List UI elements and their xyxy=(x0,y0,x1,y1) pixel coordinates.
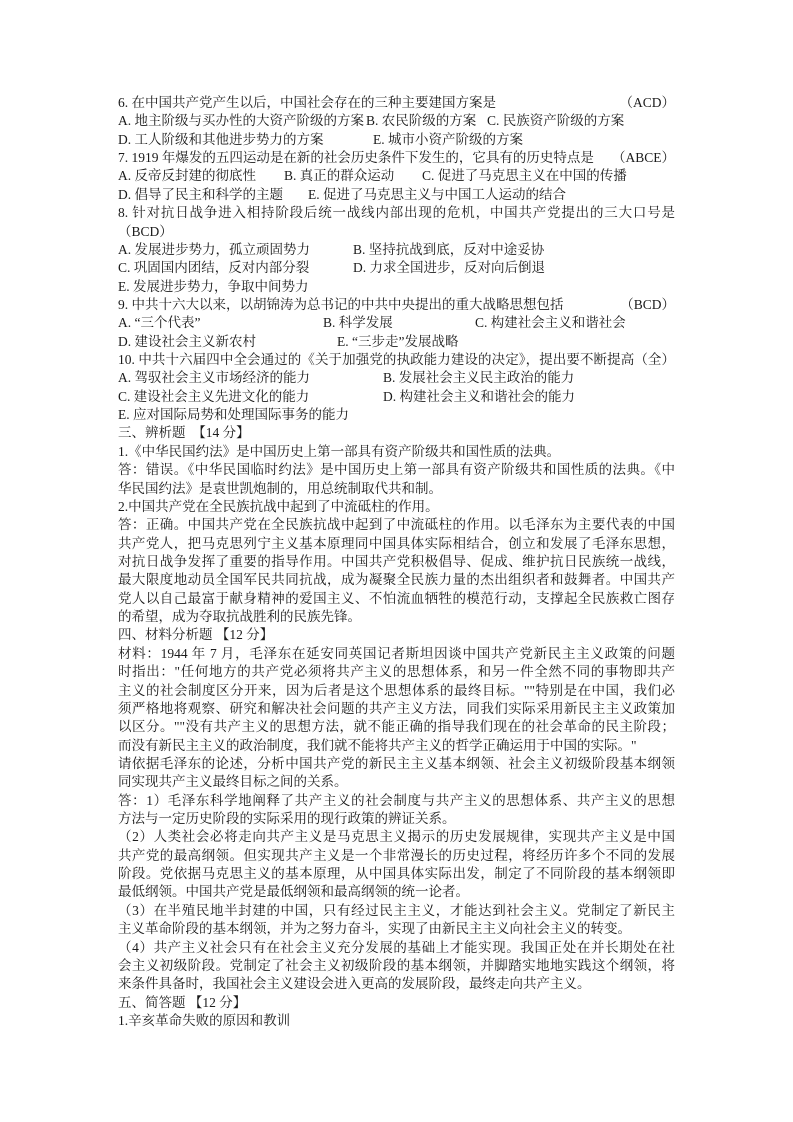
text-line: E. 发展进步势力，争取中间势力 xyxy=(118,278,309,294)
text-line: 方法与一定历史阶段的实际采用的现行政策的辨证关系。 xyxy=(118,811,456,827)
text-line: 须严格地将观察、研究和解决社会问题的共产主义方法，同我们实际采用新民主主义政策加 xyxy=(118,700,675,716)
option-item: C. 民族资产阶级的方案 xyxy=(487,113,625,129)
option-item: B. 农民阶级的方案 xyxy=(366,113,477,129)
text-line: 材料：1944 年 7 月，毛泽东在延安同英国记者斯坦因谈中国共产党新民主主义政策的问题 xyxy=(118,645,675,661)
text-line: 以区分。""没有共产主义的思想方法，就不能正确的指导我们现在的社会革命的民主阶段； xyxy=(118,719,675,735)
text-line: （4）共产主义社会只有在社会主义充分发展的基础上才能实现。我国正处在并长期处在社 xyxy=(118,939,675,955)
option-item: B. 坚持抗战到底，反对中途妥协 xyxy=(353,241,545,257)
question-line xyxy=(118,149,675,167)
option-row xyxy=(118,388,675,406)
text-line: 最低纲领。中国共产党是最低纲领和最高纲领的统一论者。 xyxy=(118,884,469,900)
option-row xyxy=(118,131,675,149)
text-line: 而没有新民主主义的政治制度，我们就不能将共产主义的哲学正确运用于中国的实际。" xyxy=(118,737,637,753)
text-line: 最大限度地动员全国军民共同抗战，成为凝聚全民族力量的杰出组织者和鼓舞者。中国共产 xyxy=(118,572,675,588)
option-item: A. 驾驭社会主义市场经济的能力 xyxy=(118,370,310,386)
option-row xyxy=(118,241,675,259)
option-row xyxy=(118,186,675,204)
option-row xyxy=(118,112,675,130)
answer-key: （ABCE） xyxy=(611,150,675,166)
text-line: 请依据毛泽东的论述，分析中国共产党的新民主主义基本纲领、社会主义初级阶段基本纲领 xyxy=(118,755,675,771)
option-item: D. 倡导了民主和科学的主题 xyxy=(118,186,283,202)
option-item: A. “三个代表” xyxy=(118,315,201,331)
text-line: 来条件具备时，我国社会主义建设会进入更高的发展阶段，最终走向共产主义。 xyxy=(118,976,591,992)
option-item: A. 反帝反封建的彻底性 xyxy=(118,168,256,184)
text-line: E. 应对国际局势和处理国际事务的能力 xyxy=(118,407,349,423)
option-row xyxy=(118,259,675,277)
question-line xyxy=(118,94,675,112)
text-line: 答：错误。《中华民国临时约法》是中国历史上第一部具有资产阶级共和国性质的法典。《中 xyxy=(118,462,675,478)
text-line: （3）在半殖民地半封建的中国，只有经过民主主义，才能达到社会主义。党制定了新民主 xyxy=(118,902,675,918)
text-line: 10. 中共十六届四中全会通过的《关于加强党的执政能力建设的决定》，提出要不断提高（全） xyxy=(118,352,675,368)
option-item: C. 构建社会主义和谐社会 xyxy=(475,315,626,331)
text-line: （BCD） xyxy=(118,223,173,239)
option-item: B. 发展社会主义民主政治的能力 xyxy=(383,370,575,386)
option-item: B. 真正的群众运动 xyxy=(284,168,395,184)
text-line: 答：1）毛泽东科学地阐释了共产主义的社会制度与共产主义的思想体系、共产主义的思想 xyxy=(118,792,675,808)
text-line: 阶段。党依据马克思主义的基本原理，从中国具体实际出发，制定了不同阶段的基本纲领即 xyxy=(118,866,675,882)
text-line: 8. 针对抗日战争进入相持阶段后统一战线内部出现的危机，中国共产党提出的三大口号是 xyxy=(118,205,675,221)
text-line: 共产党的最高纲领。但实现共产主义是一个非常漫长的历史过程，将经历许多个不同的发展 xyxy=(118,847,675,863)
question-text: 9. 中共十六大以来，以胡锦涛为总书记的中共中央提出的重大战略思想包括 xyxy=(118,296,564,312)
text-line: 主义革命阶段的基本纲领，并为之努力奋斗，实现了由新民主主义向社会主义的转变。 xyxy=(118,921,631,937)
question-line xyxy=(118,296,675,314)
option-item: C. 建设社会主义先进文化的能力 xyxy=(118,388,310,404)
question-text: 6. 在中国共产党产生以后，中国社会存在的三种主要建国方案是 xyxy=(118,95,496,110)
option-item: E. “三步走”发展战略 xyxy=(337,333,459,349)
option-item: D. 工人阶级和其他进步势力的方案 xyxy=(118,131,324,147)
text-line: 时指出："任何地方的共产党必须将共产主义的思想体系，和另一件全然不同的事物即共产 xyxy=(118,664,675,680)
text-line: 主义的社会制度区分开来，因为后者是这个思想体系的最终目标。""特别是在中国，我们必 xyxy=(118,682,675,698)
question-text: 7. 1919 年爆发的五四运动是在新的社会历史条件下发生的，它具有的历史特点是 xyxy=(118,150,594,166)
text-line: （2）人类社会必将走向共产主义是马克思主义揭示的历史发展规律，实现共产主义是中国 xyxy=(118,829,675,845)
option-item: A. 发展进步势力，孤立顽固势力 xyxy=(118,241,310,257)
option-item: E. 促进了马克思主义与中国工人运动的结合 xyxy=(308,186,566,202)
text-line: 同实现共产主义最终目标之间的关系。 xyxy=(118,774,348,790)
text-line: 党人以自己最富于献身精神的爱国主义、不怕流血牺牲的模范行动，支撑起全民族救亡图存 xyxy=(118,590,675,606)
text-line: 1.辛亥革命失败的原因和教训 xyxy=(118,1013,291,1028)
option-row xyxy=(118,314,675,332)
text-line: 五、简答题 【12 分】 xyxy=(118,994,247,1010)
option-item: B. 科学发展 xyxy=(323,315,393,331)
option-item: C. 促进了马克思主义在中国的传播 xyxy=(422,168,627,184)
option-item: D. 建设社会主义新农村 xyxy=(118,333,256,349)
option-row xyxy=(118,167,675,185)
answer-key: （ACD） xyxy=(619,95,675,110)
option-row xyxy=(118,369,675,387)
text-line: 四、材料分析题 【12 分】 xyxy=(118,627,274,643)
text-line: 2.中国共产党在全民族抗战中起到了中流砥柱的作用。 xyxy=(118,498,439,514)
option-item: D. 力求全国进步，反对向后倒退 xyxy=(353,260,545,276)
text-line: 共产党人，把马克思列宁主义基本原理同中国具体实际相结合，创立和发展了毛泽东思想， xyxy=(118,535,675,551)
option-item: C. 巩固国内团结，反对内部分裂 xyxy=(118,260,310,276)
option-row xyxy=(118,333,675,351)
option-item: A. 地主阶级与买办性的大资产阶级的方案 xyxy=(118,113,364,129)
text-line: 会主义初级阶段。党制定了社会主义初级阶段的基本纲领，并脚踏实地地实践这个纲领，将 xyxy=(118,957,675,973)
option-item: E. 城市小资产阶级的方案 xyxy=(373,131,523,147)
text-line: 三、辨析题 【14 分】 xyxy=(118,425,250,441)
text-line: 答：正确。中国共产党在全民族抗战中起到了中流砥柱的作用。以毛泽东为主要代表的中国 xyxy=(118,517,675,533)
text-line: 的希望，成为夺取抗战胜利的民族先锋。 xyxy=(118,609,361,625)
text-line: 1.《中华民国约法》是中国历史上第一部具有资产阶级共和国性质的法典。 xyxy=(118,443,561,459)
answer-key: （BCD） xyxy=(620,296,675,312)
text-line: 对抗日战争发挥了重要的指导作用。中国共产党积极倡导、促成、维护抗日民族统一战线， xyxy=(118,554,675,569)
option-item: D. 构建社会主义和谐社会的能力 xyxy=(383,388,575,404)
text-line: 华民国约法》是袁世凯炮制的，用总统制取代共和制。 xyxy=(118,480,442,496)
